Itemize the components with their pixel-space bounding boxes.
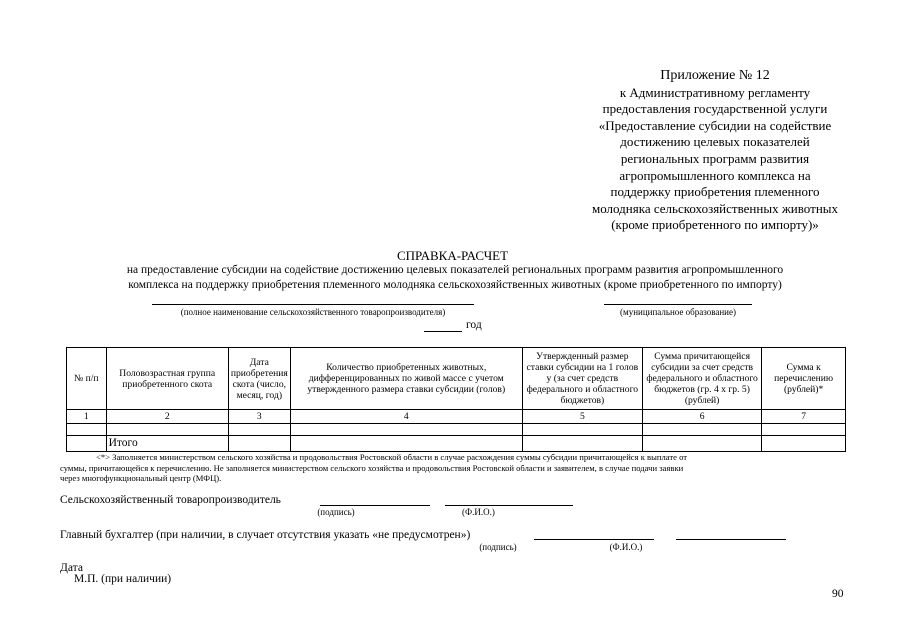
year-label: год bbox=[466, 319, 482, 331]
column-number: 4 bbox=[290, 410, 522, 424]
accountant-fio-line[interactable] bbox=[676, 539, 786, 540]
header-cell: Сумма причитающейся субсидии за счет средств федерального и областного бюджетов (гр. 4 х гр. 5) (рублей) bbox=[642, 348, 761, 410]
header-cell: № п/п bbox=[67, 348, 107, 410]
signature-caption: (подпись) bbox=[317, 507, 355, 517]
column-number: 3 bbox=[228, 410, 290, 424]
appendix-line: поддержку приобретения племенного bbox=[610, 184, 820, 200]
table-cell[interactable] bbox=[522, 436, 642, 452]
header-cell: Утвержденный размер ставки субсидии на 1 голов у (за счет средств федерального и областного бюджетов) bbox=[522, 348, 642, 410]
page-number: 90 bbox=[832, 588, 844, 600]
table-cell[interactable] bbox=[522, 424, 642, 436]
producer-signature-line[interactable] bbox=[320, 505, 430, 506]
producer-signature-label: Сельскохозяйственный товаропроизводитель bbox=[60, 494, 281, 506]
total-label: Итого bbox=[106, 436, 228, 452]
fio-caption: (Ф.И.О.) bbox=[462, 507, 495, 517]
table-cell bbox=[67, 436, 107, 452]
producer-name-caption: (полное наименование сельскохозяйственного товаропроизводителя) bbox=[180, 307, 446, 317]
header-cell: Половозрастная группа приобретенного скота bbox=[106, 348, 228, 410]
appendix-line: Приложение № 12 bbox=[660, 68, 770, 83]
table-row bbox=[67, 424, 846, 436]
producer-fio-line[interactable] bbox=[445, 505, 573, 506]
header-cell: Сумма к перечислению (рублей)* bbox=[762, 348, 846, 410]
table-cell[interactable] bbox=[642, 424, 761, 436]
accountant-fio-caption: (Ф.И.О.) bbox=[609, 542, 643, 552]
column-number: 5 bbox=[522, 410, 642, 424]
year-line[interactable] bbox=[424, 331, 462, 332]
subsidy-table bbox=[66, 347, 846, 452]
footnote-line: через многофункциональный центр (МФЦ). bbox=[60, 473, 222, 483]
seal-label: М.П. (при наличии) bbox=[74, 573, 172, 585]
accountant-signature-line[interactable] bbox=[534, 539, 654, 540]
appendix-line: (кроме приобретенного по импорту)» bbox=[611, 217, 819, 233]
appendix-line: молодняка сельскохозяйственных животных bbox=[591, 200, 839, 216]
table-cell[interactable] bbox=[228, 436, 290, 452]
column-number: 6 bbox=[642, 410, 761, 424]
table-cell[interactable] bbox=[762, 424, 846, 436]
appendix-line: «Предоставление субсидии на содействие bbox=[598, 117, 832, 133]
appendix-heading bbox=[560, 68, 870, 234]
column-number: 7 bbox=[762, 410, 846, 424]
appendix-line: к Административному регламенту bbox=[619, 84, 811, 100]
table-cell[interactable] bbox=[67, 424, 107, 436]
table-cell[interactable] bbox=[762, 436, 846, 452]
subtitle-line: комплекса на поддержку приобретения племенного молодняка сельскохозяйственных животных (кроме приобретенного по импорту) bbox=[128, 278, 782, 291]
footnote-line: <*> Заполняется министерством сельского хозяйства и продовольствия Ростовской области в случае расхождения суммы субсидии причитающейся к выплате от bbox=[96, 452, 688, 462]
accountant-signature-caption: (подпись) bbox=[479, 542, 517, 552]
table-header-row bbox=[67, 348, 846, 410]
table-cell[interactable] bbox=[106, 424, 228, 436]
producer-name-line[interactable] bbox=[152, 304, 474, 305]
appendix-line: региональных программ развития bbox=[620, 150, 810, 166]
appendix-line: достижению целевых показателей bbox=[620, 134, 810, 150]
subtitle-line: на предоставление субсидии на содействие достижению целевых показателей региональных программ развития агропромышленного bbox=[126, 264, 784, 276]
appendix-line: предоставления государственной услуги bbox=[602, 101, 828, 117]
document-subtitle bbox=[60, 263, 850, 292]
column-number-row bbox=[67, 410, 846, 424]
header-cell: Дата приобретения скота (число, месяц, год) bbox=[228, 348, 290, 410]
municipality-caption: (муниципальное образование) bbox=[620, 307, 736, 317]
municipality-line[interactable] bbox=[604, 304, 752, 305]
date-label: Дата bbox=[60, 562, 83, 574]
header-cell: Количество приобретенных животных, дифференцированных по живой массе с учетом утвержденного размера ставки субсидии (голов) bbox=[290, 348, 522, 410]
accountant-signature-label: Главный бухгалтер (при наличии, в случает отсутствия указать «не предусмотрен») bbox=[60, 529, 471, 541]
column-number: 1 bbox=[67, 410, 107, 424]
column-number: 2 bbox=[106, 410, 228, 424]
table-cell[interactable] bbox=[642, 436, 761, 452]
appendix-line: агропромышленного комплекса на bbox=[619, 167, 811, 183]
total-row bbox=[67, 436, 846, 452]
table-cell[interactable] bbox=[290, 424, 522, 436]
document-title: СПРАВКА-РАСЧЕТ bbox=[396, 248, 509, 263]
table-cell[interactable] bbox=[228, 424, 290, 436]
table-cell[interactable] bbox=[290, 436, 522, 452]
footnote bbox=[60, 452, 850, 484]
footnote-line: суммы, причитающейся к перечислению. Не заполняется министерством сельского хозяйства и продовольствия Ростовской области и заявителем, в случае подачи заявки bbox=[60, 462, 684, 473]
